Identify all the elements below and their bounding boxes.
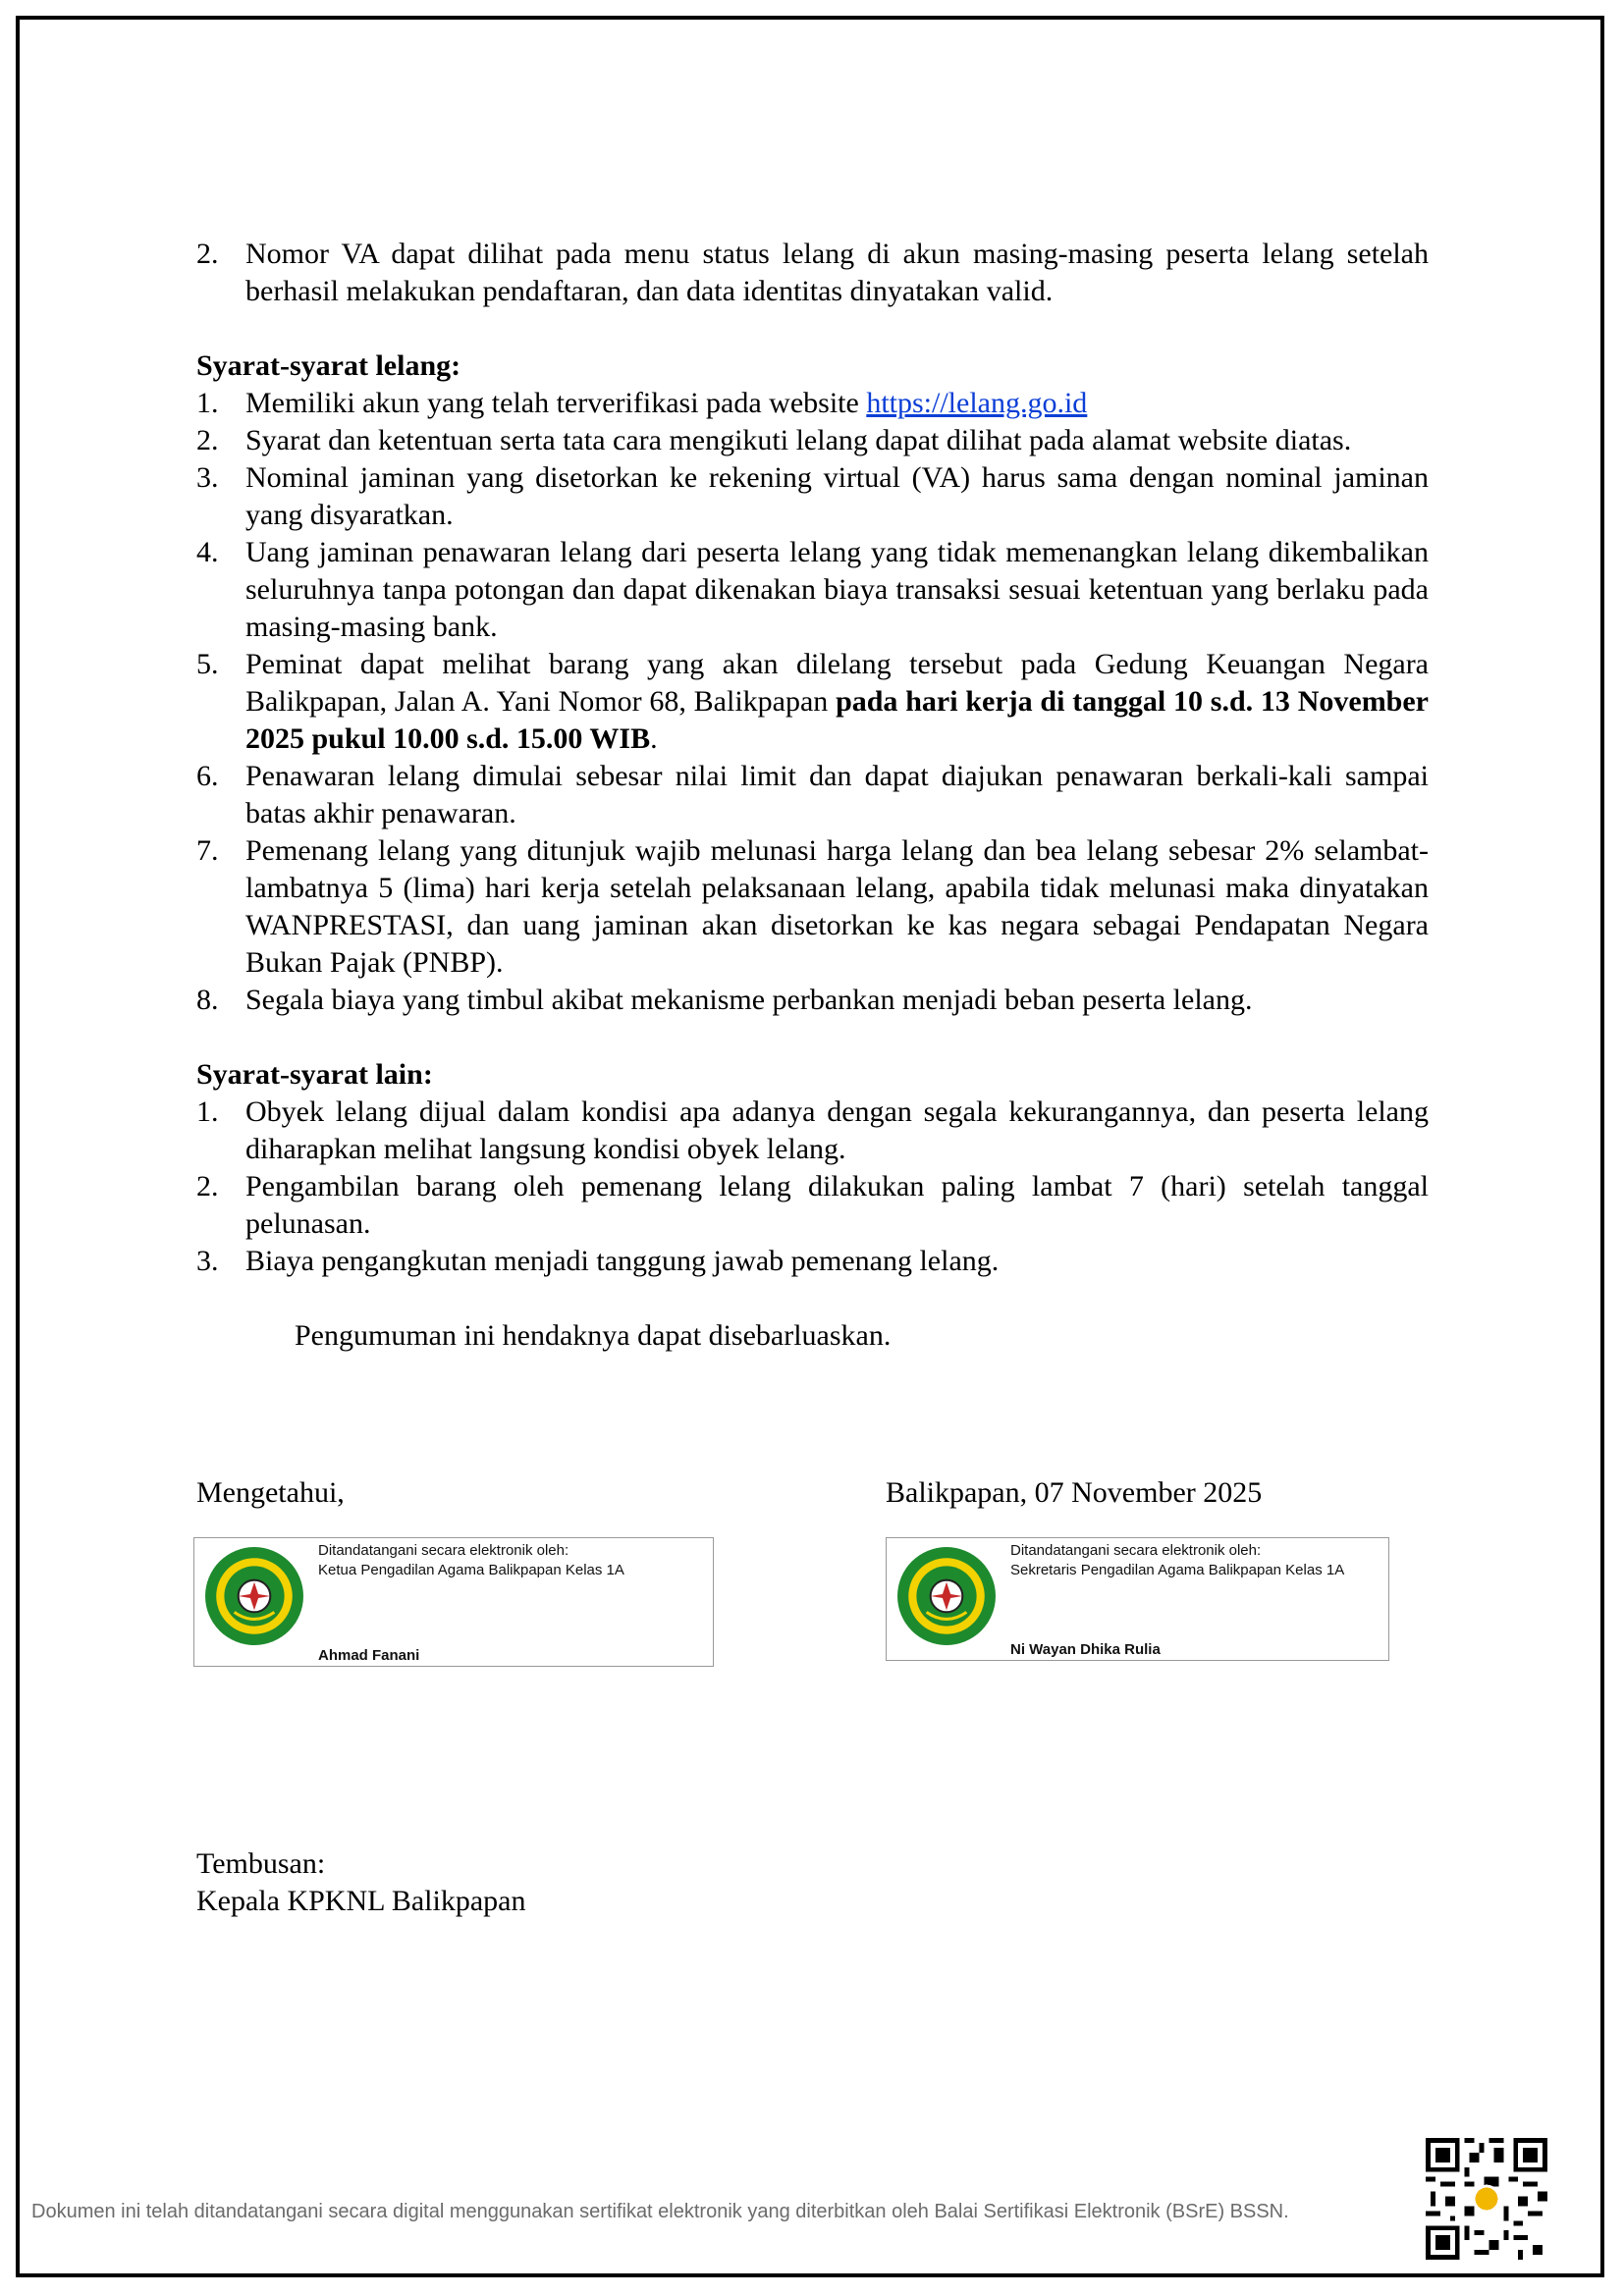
esign-box-right: Ditandatangani secara elektronik oleh: Sekretaris Pengadilan Agama Balikpapan Kelas 1A Ni Wayan Dhika Rulia [886, 1537, 1389, 1661]
signer-name-left: Ahmad Fanani [318, 1647, 420, 1664]
syarat-lelang-heading: Syarat-syarat lelang: [196, 349, 461, 382]
tembusan-block [196, 1845, 525, 1920]
list-item: 2. Nomor VA dapat dilihat pada menu status lelang di akun masing-masing peserta lelang setelah berhasil melakukan pendaftaran, dan data identitas dinyatakan valid. [196, 238, 1429, 307]
sig-right-label: Balikpapan, 07 November 2025 [886, 1476, 1263, 1509]
list-item: 5. Peminat dapat melihat barang yang akan dilelang tersebut pada Gedung Keuangan Negara Balikpapan, Jalan A. Yani Nomor 68, Balikpapan pada hari kerja di tanggal 10 s.d. 13 November 2025 pukul 10.00 s.d. 15.00 WIB. [196, 648, 1429, 755]
list-item: 1. Memiliki akun yang telah terverifikasi pada website https://lelang.go.id [196, 387, 1088, 419]
lelang-website-link[interactable]: https://lelang.go.id [866, 387, 1088, 419]
list-item: 2. Pengambilan barang oleh pemenang lelang dilakukan paling lambat 7 (hari) setelah tanggal pelunasan. [196, 1170, 1429, 1240]
court-logo-icon [896, 1546, 997, 1646]
syarat-lain-list [196, 1094, 1429, 1280]
qr-code-icon [1426, 2138, 1547, 2260]
list-item: 6. Penawaran lelang dimulai sebesar nilai limit dan dapat diajukan penawaran berkali-kali sampai batas akhir penawaran. [196, 760, 1429, 829]
syarat-lelang-list [196, 385, 1429, 1019]
list-item: 7. Pemenang lelang yang ditunjuk wajib melunasi harga lelang dan bea lelang sebesar 2% selambat-lambatnya 5 (lima) hari kerja setelah pelaksanaan lelang, apabila tidak melunasi maka dinyatakan WANPRESTASI, dan uang jaminan akan disetorkan ke kas negara sebagai Pendapatan Negara Bukan Pajak (PNBP). [196, 834, 1429, 979]
tembusan-recipient: Kepala KPKNL Balikpapan [196, 1885, 526, 1917]
signer-name-right: Ni Wayan Dhika Rulia [1010, 1641, 1161, 1658]
viewing-schedule: pada hari kerja di tanggal 10 s.d. 13 November 2025 pukul 10.00 s.d. 15.00 WIB [245, 685, 1429, 755]
intro-list [196, 236, 1429, 310]
signature-labels [196, 1476, 1429, 1516]
list-item: 8. Segala biaya yang timbul akibat mekanisme perbankan menjadi beban peserta lelang. [196, 984, 1253, 1016]
digital-signature-footer: Dokumen ini telah ditandatangani secara digital menggunakan sertifikat elektronik yang diterbitkan oleh Balai Sertifikasi Elektronik (BSrE) BSSN. [31, 2201, 1289, 2222]
list-item: 1. Obyek lelang dijual dalam kondisi apa adanya dengan segala kekurangannya, dan peserta lelang diharapkan melihat langsung kondisi obyek lelang. [196, 1095, 1429, 1165]
document-body [196, 236, 1429, 1355]
court-logo-icon [204, 1546, 304, 1646]
tembusan-label: Tembusan: [196, 1847, 326, 1880]
syarat-lain-heading: Syarat-syarat lain: [196, 1058, 433, 1091]
list-item: 3. Biaya pengangkutan menjadi tanggung jawab pemenang lelang. [196, 1245, 1000, 1277]
list-item: 2. Syarat dan ketentuan serta tata cara mengikuti lelang dapat dilihat pada alamat website diatas. [196, 424, 1352, 456]
esign-box-left: Ditandatangani secara elektronik oleh: Ketua Pengadilan Agama Balikpapan Kelas 1A Ahmad Fanani [193, 1537, 714, 1667]
sig-left-label: Mengetahui, [196, 1476, 345, 1509]
list-item: 3. Nominal jaminan yang disetorkan ke rekening virtual (VA) harus sama dengan nominal jaminan yang disyaratkan. [196, 461, 1429, 531]
list-item: 4. Uang jaminan penawaran lelang dari peserta lelang yang tidak memenangkan lelang dikembalikan seluruhnya tanpa potongan dan dapat dikenakan biaya transaksi sesuai ketentuan yang berlaku pada masing-masing bank. [196, 536, 1429, 643]
closing-statement: Pengumuman ini hendaknya dapat disebarluaskan. [295, 1319, 892, 1352]
